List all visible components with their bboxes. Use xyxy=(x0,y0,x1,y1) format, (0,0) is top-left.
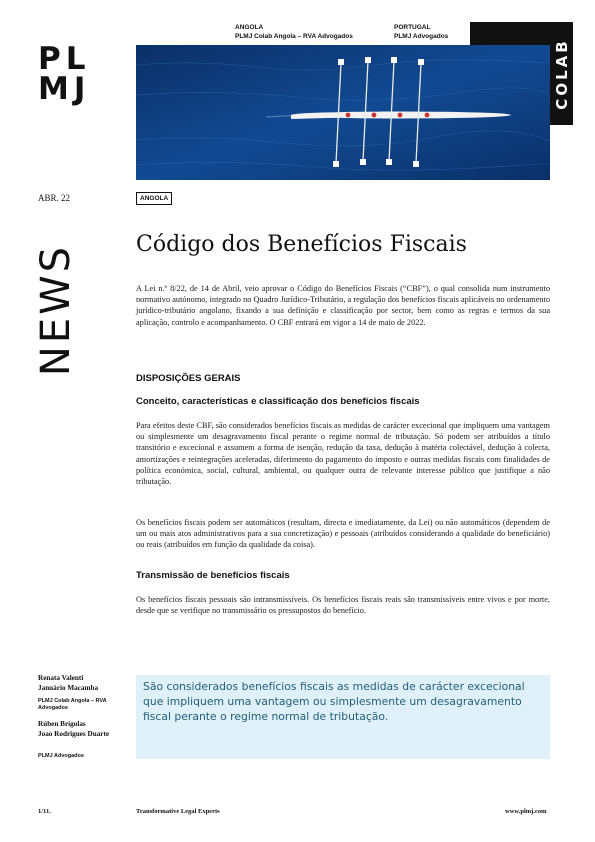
office-firm: PLMJ Advogados xyxy=(394,33,449,40)
authors-group-angola xyxy=(38,674,130,693)
authors-group-portugal xyxy=(38,720,130,739)
subsection-heading-concept: Conceito, características e classificação dos benefícios fiscais xyxy=(136,396,420,407)
section-heading: DISPOSIÇÕES GERAIS xyxy=(136,373,241,384)
office-firm: PLMJ Colab Angola – RVA Advogados xyxy=(235,33,353,40)
author-name: Joao Rodrigues Duarte xyxy=(38,729,110,738)
footer-url-link[interactable]: www.plmj.com xyxy=(505,808,547,815)
country-tag: ANGOLA xyxy=(136,192,172,205)
news-vertical-label xyxy=(33,236,79,384)
author-name: Rúben Brígolas xyxy=(38,720,86,728)
pull-quote-text: São considerados benefícios fiscais as medidas de carácter excecional que impliquem uma vantagem ou simplesmente um desagravamento fiscal perante o regime normal de tributação. xyxy=(143,680,525,723)
colab-badge xyxy=(550,22,573,125)
office-angola xyxy=(235,23,353,41)
authors-firm-angola: PLMJ Colab Angola – RVA Advogados xyxy=(38,698,107,711)
page-title: Código dos Benefícios Fiscais xyxy=(136,232,467,257)
concept-paragraph-1: Para efeitos deste CBF, são considerados benefícios fiscais as medidas de carácter excecional que impliquem uma vantagem ou simplesmente um desagravamento fiscal perante o regime normal de tributação. Só podem ser atribuídos a título transitório e excecional e assumem a forma de isenção, redução da taxa, dedução à matéria colectável, dedução à colecta, amortizações e reintegrações aceleradas, diferimento do pagamento do imposto e outras medidas fiscais com finalidades de política económica, social, cultural, ambiental, ou qualquer outra de relevante interesse público que justifique a não tributação. xyxy=(136,421,550,487)
subsection-heading-transfer: Transmissão de benefícios fiscais xyxy=(136,570,290,581)
author-name: Januário Macamba xyxy=(38,683,99,692)
transfer-paragraph: Os benefícios fiscais pessoais são intransmissíveis. Os benefícios fiscais reais são transmissíveis entre vivos e por morte, desde que se verifique no transmissário os pressupostos do benefício. xyxy=(136,595,550,616)
issue-date: ABR. 22 xyxy=(38,193,71,203)
page-number: 1/11. xyxy=(38,808,51,815)
colab-label: COLAB xyxy=(552,37,571,110)
plmj-logo xyxy=(38,41,100,107)
author-name: Renata Valenti xyxy=(38,674,84,682)
pull-quote xyxy=(136,675,550,759)
authors-firm-portugal: PLMJ Advogados xyxy=(38,753,84,759)
office-country: ANGOLA xyxy=(235,24,264,31)
hero-image xyxy=(136,45,550,180)
concept-paragraph-2: Os benefícios fiscais podem ser automáticos (resultam, directa e imediatamente, da Lei) ou não automáticos (dependem de um ou mais atos administrativos para a sua concretização) e pessoais (atribuídos considerando a qualidade do beneficiário) ou reais (atribuídos em função da qualidade da coisa). xyxy=(136,518,550,550)
logo-line-2: MJ xyxy=(38,71,91,107)
rowing-boat-illustration xyxy=(136,45,550,180)
news-label: NEWS xyxy=(33,243,79,377)
colab-tab xyxy=(470,22,550,45)
footer-tagline: Transformative Legal Experts xyxy=(136,808,220,815)
office-portugal xyxy=(394,23,448,41)
intro-paragraph: A Lei n.º 8/22, de 14 de Abril, veio aprovar o Código do Benefícios Fiscais (“CBF”), o qual consolida num instrumento normativo autónomo, integrado no Quadro Jurídico-Tributário, a regulação dos benefícios fiscais aplicáveis no ordenamento jurídico-tributário angolano, fixando a sua definição e classificação por sector, bem como as regras e termos da sua aplicação, controlo e acompanhamento. O CBF entrará em vigor a 14 de maio de 2022. xyxy=(136,284,550,327)
logo-line-1: PL xyxy=(38,41,91,77)
office-country: PORTUGAL xyxy=(394,24,431,31)
